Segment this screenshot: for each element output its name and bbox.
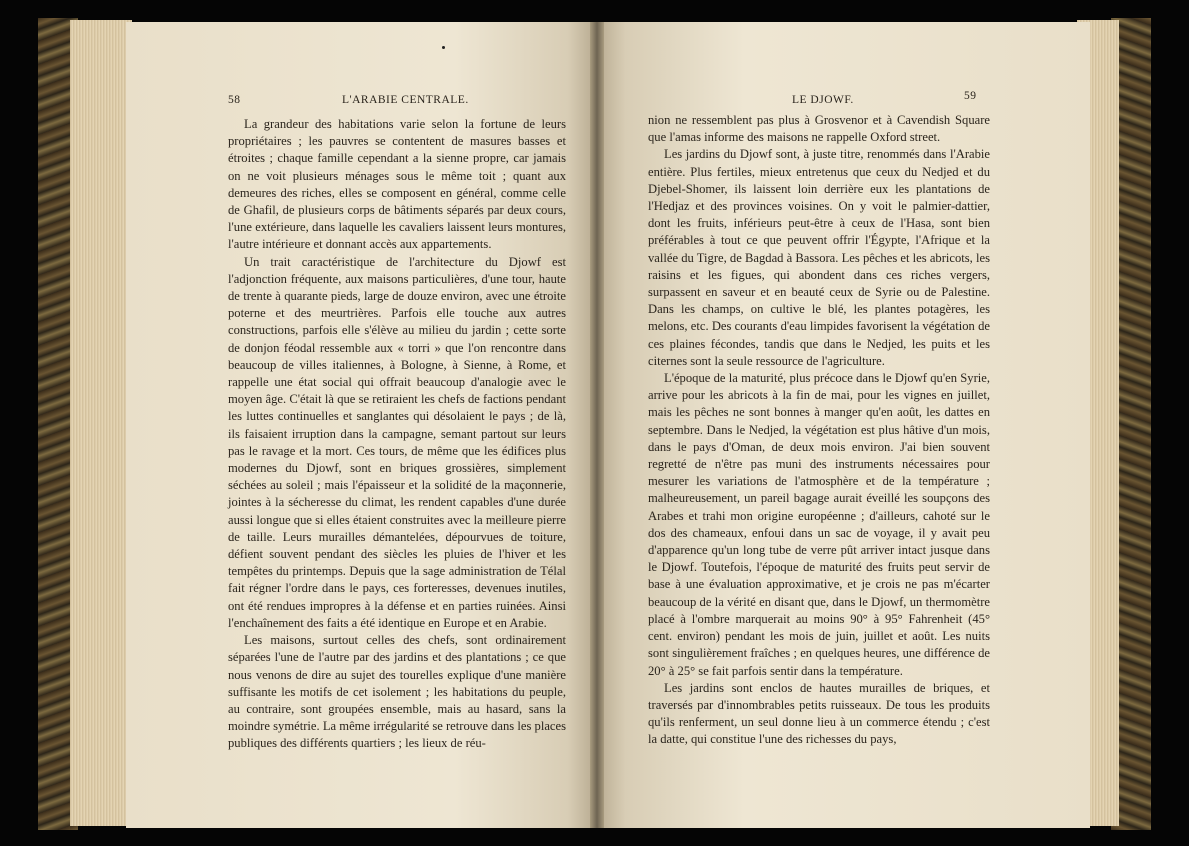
- left-page-text: [228, 116, 566, 753]
- paragraph: L'époque de la maturité, plus précoce dans le Djowf qu'en Syrie, arrive pour les abricots à la fin de mai, pour les vignes en juillet, mais les pêches ne sont bonnes à manger qu'en août, les dattes en septembre. Dans le Nedjed, la végétation est plus hâtive d'un mois, dans le pays d'Oman, de deux mois environ. J'ai bien souvent regretté de n'être pas muni des instruments nécessaires pour mesurer les variations de l'atmosphère et de la température ; malheureusement, un pareil bagage aurait éveillé les soupçons des Arabes et trahi mon origine européenne ; d'ailleurs, cahoté sur le dos des chameaux, enfoui dans un sac de voyage, il y avait peu d'apparence qu'un long tube de verre pût arriver intact jusque dans le Djowf. Toutefois, l'époque de maturité des fruits peut servir de base à une évaluation approximative, et je crois ne pas m'écarter beaucoup de la vérité en disant que, dans le Djowf, un thermomètre placé à l'ombre marquerait au moins 90° à 95° Fahrenheit (45° cent. environ) pendant les mois de juin, juillet et août. Les nuits sont singulièrement fraîches ; en quelques heures, une différence de 20° à 25° se fait parfois sentir dans la température.: [648, 371, 990, 678]
- paragraph: Les maisons, surtout celles des chefs, sont ordinairement séparées l'une de l'autre par des jardins et des plantations ; ce que nous venons de dire au sujet des tourelles explique d'une manière suffisante les motifs de cet isolement ; les habitations du peuple, au contraire, sont groupées ensemble, mais au hasard, sans la moindre symétrie. La même irrégularité se retrouve dans les places publiques des différents quartiers ; les lieux de réu-: [228, 633, 566, 751]
- paragraph: Les jardins sont enclos de hautes murailles de briques, et traversés par d'innombrables petits ruisseaux. De tous les produits qu'ils renferment, un seul donne lieu à un commerce étendu ; c'est la datte, qui constitue l'une des richesses du pays,: [648, 680, 990, 747]
- paragraph-continuation: nion ne ressemblent pas plus à Grosvenor et à Cavendish Square que l'amas informe des maisons ne rappelle Oxford street.: [648, 113, 990, 145]
- paragraph: Un trait caractéristique de l'architecture du Djowf est l'adjonction fréquente, aux maisons particulières, d'une tour, haute de trente à quarante pieds, large de douze environ, avec une étroite poterne et des meurtrières. Parfois elle touche aux autres constructions, parfois elle s'élève au milieu du jardin ; cette sorte de donjon féodal ressemble aux « torri » que l'on rencontre dans beaucoup de villes italiennes, à Bologne, à Sienne, à Rome, et rappelle une état social qui offrait beaucoup d'analogie avec le moyen âge. C'était là que se retiraient les chefs de factions pendant les luttes continuelles et sanglantes qui désolaient le pays ; de là, ils faisaient irruption dans la campagne, semant partout sur leurs pas le ravage et la mort. Ces tours, de même que les édifices plus modernes du Djowf, sont en briques grossières, simplement séchées au soleil ; mais l'épaisseur et la solidité de la maçonnerie, jointes à la sécheresse du climat, les rendent capables d'une durée aussi longue que si elles étaient construites avec la meilleure pierre de taille. Leurs murailles démantelées, dépourvues de toiture, défient souvent pendant des siècles les pluies de l'hiver et les tempêtes du printemps. Depuis que la sage administration de Télal fait régner l'ordre dans le pays, ces forteresses, devenues inutiles, ont été rendues impropres à la défense et en parties ruinées. Ainsi l'enchaînement des faits a été identique en Europe et en Arabie.: [228, 254, 566, 630]
- right-page-text: [648, 112, 990, 749]
- left-page-number: 58: [228, 94, 241, 106]
- paragraph: La grandeur des habitations varie selon la fortune de leurs propriétaires ; les pauvres se contentent de masures basses et étroites ; chaque famille cependant a la sienne propre, car jamais on ne voit plusieurs ménages sous le même toit ; quant aux demeures des riches, elles se composent en général, comme celle de Ghafil, de plusieurs corps de bâtiments séparés par deux cours, l'une extérieure, dans laquelle les cavaliers laissent leurs montures, l'autre intérieure et donnant accès aux appartements.: [228, 117, 566, 252]
- paragraph: Les jardins du Djowf sont, à juste titre, renommés dans l'Arabie entière. Plus fertiles, mieux entretenus que ceux du Nedjed et du Djebel-Shomer, ils laissent loin derrière eux les plantations de l'Hedjaz et des provinces voisines. On y voit le palmier-dattier, dont les fruits, inférieurs peut-être à ceux de l'Hasa, sont bien préférables à tout ce que peuvent offrir l'Égypte, l'Afrique et la vallée du Tigre, de Bagdad à Bassora. Les pêches et les abricots, les raisins et les figues, qui abondent dans ces riches vergers, surpassent en saveur et en beauté ceux de Syrie ou de Palestine. Dans les champs, on cultive le blé, les plantes potagères, les melons, etc. Des courants d'eau limpides favorisent la végétation de ces plaines fécondes, tandis que dans le Nedjed, les puits et les citernes sont la seule ressource de l'agriculture.: [648, 147, 990, 368]
- ink-dot: [442, 46, 445, 49]
- right-page: [596, 22, 1090, 828]
- book-gutter: [590, 22, 604, 828]
- left-page: [126, 22, 596, 828]
- page-edges-left: [70, 20, 132, 826]
- right-running-head: LE DJOWF.: [792, 94, 854, 106]
- left-running-head: L'ARABIE CENTRALE.: [342, 94, 469, 106]
- right-page-number: 59: [964, 90, 977, 102]
